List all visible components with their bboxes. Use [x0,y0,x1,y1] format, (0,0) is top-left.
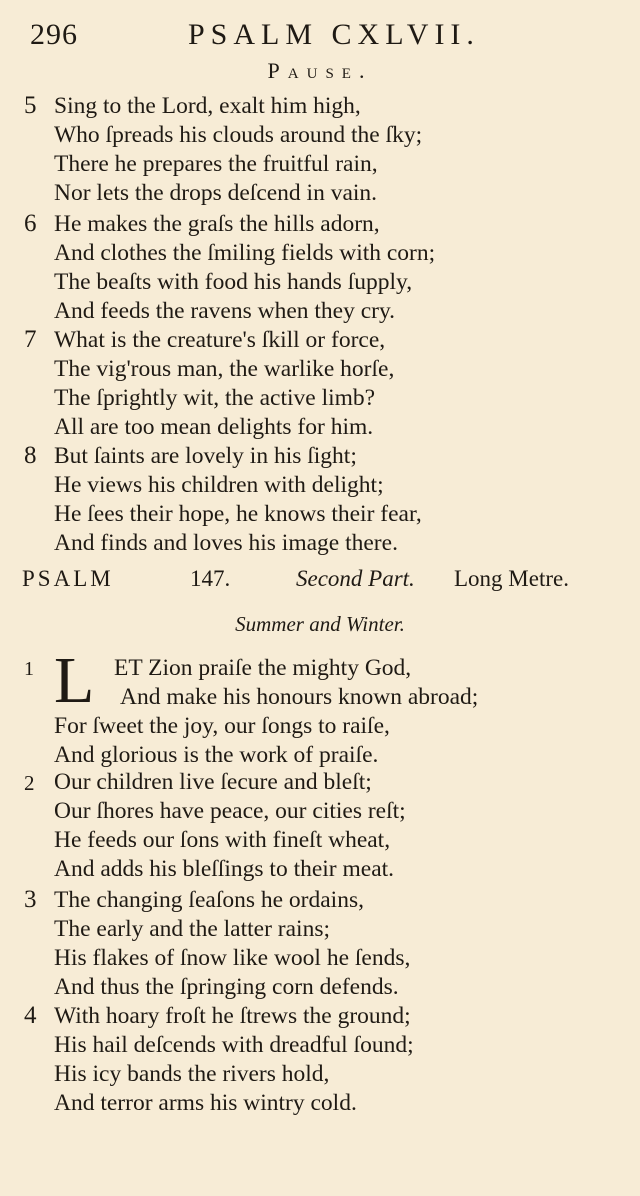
stanza-number: 4 [24,1002,37,1029]
stanza-number: 5 [24,92,37,119]
verse-line: Sing to the Lord, exalt him high, [54,93,361,119]
verse-line: For ſweet the joy, our ſongs to raiſe, [54,713,390,739]
running-title: PSALM CXLVII. [188,18,480,51]
verse-line: He views his children with delight; [54,472,384,498]
stanza-number: 7 [24,326,37,353]
verse-line: But ſaints are lovely in his ſight; [54,443,357,469]
section-metre: Long Metre. [454,566,569,591]
stanza-number: 2 [24,771,35,795]
stanza-number: 3 [24,886,37,913]
verse-line: The ſprightly wit, the active limb? [54,385,376,411]
verse-line: And thus the ſpringing corn defends. [54,974,399,1000]
verse-line: Our children live ſecure and bleſt; [54,769,372,795]
verse-line: His flakes of ſnow like wool he ſends, [54,945,411,971]
drop-cap: L [54,644,95,717]
page-number: 296 [30,18,78,51]
section-psalm: PSALM [22,566,114,591]
verse-line: The vig'rous man, the warlike horſe, [54,356,395,382]
verse-line: And adds his bleſſings to their meat. [54,856,395,882]
verse-line: And terror arms his wintry cold. [54,1090,357,1116]
page-header [30,18,630,58]
verse-line: And finds and loves his image there. [54,530,398,556]
section-part: Second Part. [296,566,415,591]
verse-line: Nor lets the drops deſcend in vain. [54,180,378,206]
stanza-number: 8 [24,442,37,469]
section-number: 147. [190,566,231,591]
pause-heading: Pause. [267,58,373,83]
verse-line: And feeds the ravens when they cry. [54,298,396,324]
verse-line: He feeds our ſons with fineſt wheat, [54,827,391,853]
verse-line: The changing ſeaſons he ordains, [54,887,364,913]
verse-line: The beaſts with food his hands ſupply, [54,269,413,295]
stanza-number: 1 [24,658,34,680]
verse-line: And glorious is the work of praiſe. [54,742,379,768]
verse-line: ET Zion praiſe the mighty God, [114,655,412,681]
verse-line: The early and the latter rains; [54,916,330,942]
stanza-number: 6 [24,210,37,237]
verse-line: And clothes the ſmiling fields with corn; [54,240,436,266]
verse-line: What is the creature's ſkill or force, [54,327,386,353]
verse-line: His icy bands the rivers hold, [54,1061,330,1087]
hymn-subtitle: Summer and Winter. [235,612,405,636]
verse-line: Our ſhores have peace, our cities reſt; [54,798,406,824]
section-heading [22,566,632,598]
verse-line: His hail deſcends with dreadful ſound; [54,1032,414,1058]
verse-line: All are too mean delights for him. [54,414,374,440]
verse-line: Who ſpreads his clouds around the ſky; [54,122,423,148]
verse-line: He ſees their hope, he knows their fear, [54,501,422,527]
verse-line: There he prepares the fruitful rain, [54,151,378,177]
verse-line: With hoary froſt he ſtrews the ground; [54,1003,411,1029]
verse-line: And make his honours known abroad; [120,684,479,710]
verse-line: He makes the graſs the hills adorn, [54,211,380,237]
